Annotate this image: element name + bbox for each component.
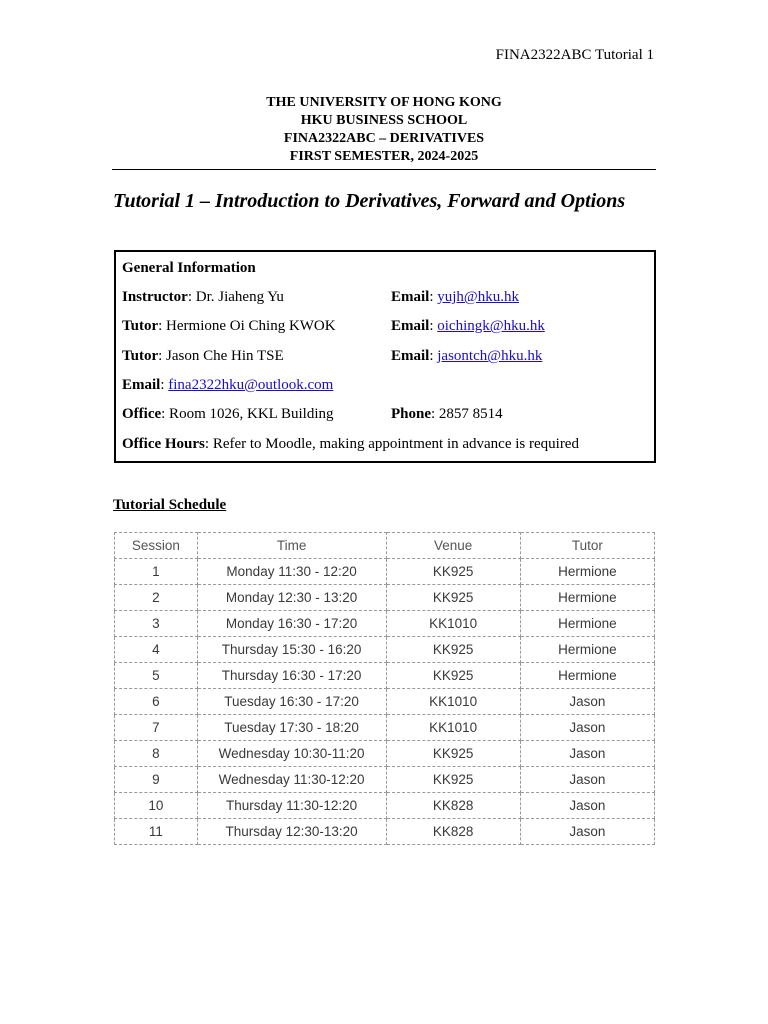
- table-row: [115, 637, 655, 663]
- venue-cell: KK925: [386, 741, 520, 767]
- tutor-cell: Hermione: [520, 663, 654, 689]
- tutor1-email-line: Email: oichingk@hku.hk: [391, 318, 545, 334]
- tutor-cell: Hermione: [520, 559, 654, 585]
- tutor2-name: : Jason Che Hin TSE: [158, 348, 284, 364]
- tutor-cell: Jason: [520, 767, 654, 793]
- general-info-box: [114, 250, 656, 463]
- tutor2-label: Tutor: [122, 348, 159, 364]
- time-cell: Thursday 11:30-12:20: [197, 793, 386, 819]
- tutor1-label: Tutor: [122, 318, 159, 334]
- session-cell: 3: [115, 611, 198, 637]
- session-cell: 1: [115, 559, 198, 585]
- table-row: [115, 689, 655, 715]
- venue-cell: KK828: [386, 819, 520, 845]
- tutor1-email-link[interactable]: oichingk@hku.hk: [437, 318, 545, 334]
- tutor-cell: Hermione: [520, 585, 654, 611]
- tutor2-line: [122, 348, 284, 365]
- venue-cell: KK925: [386, 767, 520, 793]
- instructor-email-line: Email: yujh@hku.hk: [391, 289, 519, 305]
- column-header-time: Time: [197, 533, 386, 559]
- time-cell: Tuesday 17:30 - 18:20: [197, 715, 386, 741]
- office-location: : Room 1026, KKL Building: [161, 406, 334, 422]
- table-row: [115, 819, 655, 845]
- session-cell: 6: [115, 689, 198, 715]
- university-header: [112, 94, 656, 170]
- tutor1-line: [122, 318, 336, 335]
- phone-line: [391, 406, 503, 423]
- instructor-label: Instructor: [122, 289, 188, 305]
- venue-cell: KK1010: [386, 715, 520, 741]
- table-row: [115, 611, 655, 637]
- table-row: [115, 793, 655, 819]
- header-line-university: THE UNIVERSITY OF HONG KONG: [266, 95, 502, 110]
- time-cell: Tuesday 16:30 - 17:20: [197, 689, 386, 715]
- session-cell: 4: [115, 637, 198, 663]
- time-cell: Wednesday 11:30-12:20: [197, 767, 386, 793]
- instructor-name: : Dr. Jiaheng Yu: [187, 289, 284, 305]
- column-header-tutor: Tutor: [520, 533, 654, 559]
- table-row: [115, 767, 655, 793]
- time-cell: Monday 16:30 - 17:20: [197, 611, 386, 637]
- venue-cell: KK828: [386, 793, 520, 819]
- general-info-heading: [122, 260, 256, 277]
- office-hours-text: : Refer to Moodle, making appointment in advance is required: [204, 436, 579, 452]
- venue-cell: KK1010: [386, 689, 520, 715]
- office-hours-line: [122, 436, 579, 453]
- table-row: [115, 741, 655, 767]
- venue-cell: KK925: [386, 585, 520, 611]
- tutor2-email-label: Email: [391, 348, 430, 364]
- tutor-cell: Jason: [520, 793, 654, 819]
- course-email-label: Email: [122, 377, 161, 393]
- venue-cell: KK925: [386, 559, 520, 585]
- course-email-line: Email: fina2322hku@outlook.com: [122, 377, 334, 393]
- tutorial-schedule-title: Tutorial Schedule: [113, 497, 227, 513]
- document-title: Tutorial 1 – Introduction to Derivatives, Forward and Options: [113, 190, 626, 212]
- time-cell: Monday 12:30 - 13:20: [197, 585, 386, 611]
- tutor-cell: Jason: [520, 715, 654, 741]
- header-line-semester: FIRST SEMESTER, 2024-2025: [289, 149, 479, 164]
- instructor-email-link[interactable]: yujh@hku.hk: [437, 289, 519, 305]
- time-cell: Monday 11:30 - 12:20: [197, 559, 386, 585]
- tutor2-email-link[interactable]: jasontch@hku.hk: [437, 348, 543, 364]
- tutor1-name: : Hermione Oi Ching KWOK: [158, 318, 336, 334]
- tutor-cell: Jason: [520, 741, 654, 767]
- instructor-email-label: Email: [391, 289, 430, 305]
- tutor-cell: Jason: [520, 819, 654, 845]
- session-cell: 8: [115, 741, 198, 767]
- tutor-cell: Hermione: [520, 637, 654, 663]
- table-row: [115, 559, 655, 585]
- session-cell: 7: [115, 715, 198, 741]
- table-row: [115, 715, 655, 741]
- session-cell: 2: [115, 585, 198, 611]
- tutor1-email-label: Email: [391, 318, 430, 334]
- time-cell: Thursday 16:30 - 17:20: [197, 663, 386, 689]
- tutorial-schedule-table: [114, 532, 655, 845]
- tutor-cell: Hermione: [520, 611, 654, 637]
- header-line-school: HKU BUSINESS SCHOOL: [300, 113, 468, 128]
- phone-label: Phone: [391, 406, 432, 422]
- time-cell: Thursday 12:30-13:20: [197, 819, 386, 845]
- general-info-heading-text: General Information: [122, 260, 256, 276]
- office-label: Office: [122, 406, 162, 422]
- office-line: [122, 406, 334, 423]
- table-row: [115, 663, 655, 689]
- tutor-cell: Jason: [520, 689, 654, 715]
- venue-cell: KK925: [386, 663, 520, 689]
- venue-cell: KK1010: [386, 611, 520, 637]
- course-email-link[interactable]: fina2322hku@outlook.com: [168, 377, 334, 393]
- session-cell: 9: [115, 767, 198, 793]
- time-cell: Wednesday 10:30-11:20: [197, 741, 386, 767]
- office-hours-label: Office Hours: [122, 436, 205, 452]
- column-header-venue: Venue: [386, 533, 520, 559]
- running-header: FINA2322ABC Tutorial 1: [495, 47, 654, 63]
- session-cell: 5: [115, 663, 198, 689]
- session-cell: 11: [115, 819, 198, 845]
- time-cell: Thursday 15:30 - 16:20: [197, 637, 386, 663]
- venue-cell: KK925: [386, 637, 520, 663]
- session-cell: 10: [115, 793, 198, 819]
- table-row: [115, 585, 655, 611]
- header-line-course: FINA2322ABC – DERIVATIVES: [283, 131, 485, 146]
- instructor-line: [122, 289, 284, 306]
- tutor2-email-line: Email: jasontch@hku.hk: [391, 348, 543, 364]
- table-header-row: [115, 533, 655, 559]
- column-header-session: Session: [115, 533, 198, 559]
- phone-number: : 2857 8514: [431, 406, 503, 422]
